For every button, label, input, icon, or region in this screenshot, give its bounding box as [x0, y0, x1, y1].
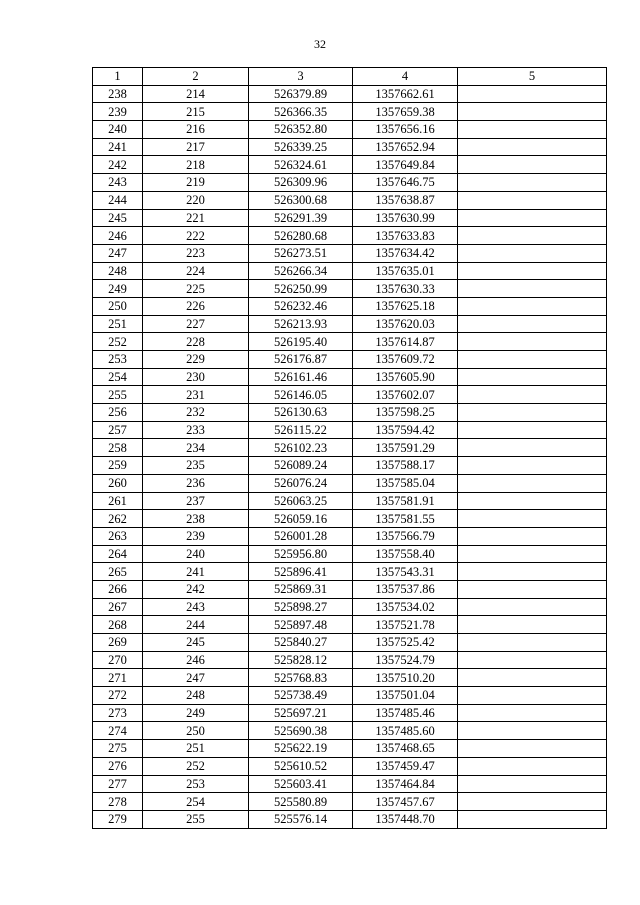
table-cell [458, 174, 607, 192]
table-row [93, 421, 607, 439]
table-cell: 248 [143, 687, 249, 705]
table-cell: 227 [143, 315, 249, 333]
table-cell: 526250.99 [249, 280, 353, 298]
table-row [93, 722, 607, 740]
table-cell: 245 [93, 209, 143, 227]
table-cell: 273 [93, 704, 143, 722]
table-cell [458, 757, 607, 775]
table-cell [458, 492, 607, 510]
table-cell [458, 103, 607, 121]
table-row [93, 103, 607, 121]
table-cell: 1357457.67 [353, 793, 458, 811]
table-cell: 1357633.83 [353, 227, 458, 245]
table-cell: 1357588.17 [353, 457, 458, 475]
table-cell: 239 [93, 103, 143, 121]
table-cell: 1357585.04 [353, 474, 458, 492]
table-cell: 525896.41 [249, 563, 353, 581]
table-cell: 262 [93, 510, 143, 528]
table-cell: 217 [143, 138, 249, 156]
table-cell: 267 [93, 598, 143, 616]
table-row [93, 297, 607, 315]
table-cell: 525580.89 [249, 793, 353, 811]
table-cell: 234 [143, 439, 249, 457]
table-cell: 526161.46 [249, 368, 353, 386]
table-cell: 526130.63 [249, 404, 353, 422]
table-row [93, 775, 607, 793]
table-cell: 526366.35 [249, 103, 353, 121]
table-cell: 526076.24 [249, 474, 353, 492]
table-row [93, 191, 607, 209]
table-row [93, 244, 607, 262]
table-row [93, 492, 607, 510]
table-cell: 525956.80 [249, 545, 353, 563]
table-cell: 253 [143, 775, 249, 793]
table-cell: 275 [93, 740, 143, 758]
table-cell: 526280.68 [249, 227, 353, 245]
table-cell: 221 [143, 209, 249, 227]
table-cell: 1357609.72 [353, 351, 458, 369]
table-cell [458, 545, 607, 563]
table-cell: 229 [143, 351, 249, 369]
table-cell: 251 [143, 740, 249, 758]
table-cell: 526379.89 [249, 85, 353, 103]
table-cell: 526176.87 [249, 351, 353, 369]
table-row [93, 174, 607, 192]
table-cell: 242 [93, 156, 143, 174]
table-cell [458, 368, 607, 386]
table-cell: 1357634.42 [353, 244, 458, 262]
table-cell [458, 439, 607, 457]
table-cell: 1357591.29 [353, 439, 458, 457]
table-row [93, 651, 607, 669]
table-cell: 1357630.33 [353, 280, 458, 298]
table-cell: 525869.31 [249, 580, 353, 598]
table-row [93, 704, 607, 722]
table-cell [458, 634, 607, 652]
table-cell [458, 474, 607, 492]
table-cell: 235 [143, 457, 249, 475]
column-header: 3 [249, 68, 353, 86]
table-cell: 526001.28 [249, 527, 353, 545]
table-cell: 261 [93, 492, 143, 510]
table-row [93, 810, 607, 828]
table-cell: 526352.80 [249, 121, 353, 139]
table-cell: 253 [93, 351, 143, 369]
table-row [93, 209, 607, 227]
table-cell [458, 244, 607, 262]
table-cell: 246 [93, 227, 143, 245]
table-cell: 525622.19 [249, 740, 353, 758]
table-cell: 237 [143, 492, 249, 510]
table-cell: 216 [143, 121, 249, 139]
table-row [93, 227, 607, 245]
table-cell: 526115.22 [249, 421, 353, 439]
page-number: 32 [314, 37, 326, 51]
table-cell: 1357543.31 [353, 563, 458, 581]
table-cell: 241 [143, 563, 249, 581]
table-row [93, 156, 607, 174]
table-cell: 219 [143, 174, 249, 192]
table-cell: 241 [93, 138, 143, 156]
table-row [93, 598, 607, 616]
table-cell: 1357459.47 [353, 757, 458, 775]
table-cell: 255 [93, 386, 143, 404]
table-cell: 240 [93, 121, 143, 139]
table-cell: 247 [143, 669, 249, 687]
table-cell: 271 [93, 669, 143, 687]
table-cell: 236 [143, 474, 249, 492]
table-cell: 259 [93, 457, 143, 475]
table-cell: 1357581.91 [353, 492, 458, 510]
table-cell: 272 [93, 687, 143, 705]
table-cell: 1357510.20 [353, 669, 458, 687]
table-cell: 1357448.70 [353, 810, 458, 828]
table-cell: 1357630.99 [353, 209, 458, 227]
table-row [93, 280, 607, 298]
table-cell: 215 [143, 103, 249, 121]
table-row [93, 457, 607, 475]
table-cell: 263 [93, 527, 143, 545]
column-header: 4 [353, 68, 458, 86]
table-cell: 248 [93, 262, 143, 280]
table-cell: 526146.05 [249, 386, 353, 404]
table-row [93, 368, 607, 386]
table-cell: 1357602.07 [353, 386, 458, 404]
table-row [93, 669, 607, 687]
table-cell: 1357635.01 [353, 262, 458, 280]
table-cell [458, 297, 607, 315]
table-cell: 1357625.18 [353, 297, 458, 315]
table-cell: 1357620.03 [353, 315, 458, 333]
table-cell: 1357581.55 [353, 510, 458, 528]
table-cell: 525840.27 [249, 634, 353, 652]
table-cell: 251 [93, 315, 143, 333]
table-cell: 526273.51 [249, 244, 353, 262]
table-cell: 525768.83 [249, 669, 353, 687]
table-cell: 1357594.42 [353, 421, 458, 439]
table-cell: 220 [143, 191, 249, 209]
table-row [93, 757, 607, 775]
table-cell: 268 [93, 616, 143, 634]
table-cell: 526213.93 [249, 315, 353, 333]
table-row [93, 138, 607, 156]
table-cell: 525576.14 [249, 810, 353, 828]
table-cell [458, 386, 607, 404]
table-cell [458, 262, 607, 280]
table-cell: 244 [143, 616, 249, 634]
table-cell: 240 [143, 545, 249, 563]
table-cell: 260 [93, 474, 143, 492]
table-cell: 525610.52 [249, 757, 353, 775]
table-header-row [93, 68, 607, 86]
table-cell: 276 [93, 757, 143, 775]
table-cell: 224 [143, 262, 249, 280]
table-cell: 243 [143, 598, 249, 616]
table-cell: 526102.23 [249, 439, 353, 457]
table-cell [458, 156, 607, 174]
table-cell [458, 740, 607, 758]
table-row [93, 527, 607, 545]
table-row [93, 333, 607, 351]
table-cell: 1357558.40 [353, 545, 458, 563]
table-cell: 222 [143, 227, 249, 245]
table-cell: 526089.24 [249, 457, 353, 475]
table-cell [458, 457, 607, 475]
table-cell [458, 598, 607, 616]
table-cell: 525697.21 [249, 704, 353, 722]
table-cell [458, 775, 607, 793]
table-row [93, 474, 607, 492]
table-cell [458, 315, 607, 333]
table-cell: 226 [143, 297, 249, 315]
table-cell: 249 [143, 704, 249, 722]
table-row [93, 563, 607, 581]
table-cell: 1357537.86 [353, 580, 458, 598]
table-cell: 254 [93, 368, 143, 386]
table-cell: 1357485.46 [353, 704, 458, 722]
table-cell: 278 [93, 793, 143, 811]
table-cell [458, 351, 607, 369]
table-cell [458, 687, 607, 705]
table-cell: 1357524.79 [353, 651, 458, 669]
table-row [93, 85, 607, 103]
table-body [93, 85, 607, 828]
table-cell: 265 [93, 563, 143, 581]
table-cell: 526324.61 [249, 156, 353, 174]
table-cell: 526266.34 [249, 262, 353, 280]
table-cell: 223 [143, 244, 249, 262]
table-cell [458, 616, 607, 634]
table-cell [458, 810, 607, 828]
table-cell: 245 [143, 634, 249, 652]
table-cell: 526300.68 [249, 191, 353, 209]
table-cell [458, 121, 607, 139]
table-cell: 525898.27 [249, 598, 353, 616]
column-header: 2 [143, 68, 249, 86]
table-cell: 242 [143, 580, 249, 598]
table-cell: 1357605.90 [353, 368, 458, 386]
table-cell: 526339.25 [249, 138, 353, 156]
table-cell: 526309.96 [249, 174, 353, 192]
table-cell: 1357501.04 [353, 687, 458, 705]
table-row [93, 262, 607, 280]
table-cell [458, 580, 607, 598]
table-cell [458, 209, 607, 227]
table-cell: 274 [93, 722, 143, 740]
table-cell: 526232.46 [249, 297, 353, 315]
table-row [93, 510, 607, 528]
table-cell: 525828.12 [249, 651, 353, 669]
table-row [93, 793, 607, 811]
table-cell: 249 [93, 280, 143, 298]
table-cell [458, 669, 607, 687]
table-cell: 525738.49 [249, 687, 353, 705]
table-cell: 1357464.84 [353, 775, 458, 793]
table-cell [458, 510, 607, 528]
table-cell: 279 [93, 810, 143, 828]
table-cell: 232 [143, 404, 249, 422]
table-cell: 255 [143, 810, 249, 828]
table-cell: 1357614.87 [353, 333, 458, 351]
table-cell: 230 [143, 368, 249, 386]
table-cell: 250 [143, 722, 249, 740]
column-header: 5 [458, 68, 607, 86]
table-cell: 1357656.16 [353, 121, 458, 139]
table-cell [458, 404, 607, 422]
table-cell [458, 280, 607, 298]
table-row [93, 634, 607, 652]
table-cell: 525690.38 [249, 722, 353, 740]
column-header: 1 [93, 68, 143, 86]
table-cell: 270 [93, 651, 143, 669]
table-row [93, 545, 607, 563]
table-cell: 1357534.02 [353, 598, 458, 616]
table-cell: 1357521.78 [353, 616, 458, 634]
table-cell: 1357638.87 [353, 191, 458, 209]
table-cell: 269 [93, 634, 143, 652]
table-cell: 264 [93, 545, 143, 563]
table-cell: 218 [143, 156, 249, 174]
table-cell: 214 [143, 85, 249, 103]
table-cell: 252 [143, 757, 249, 775]
table-cell [458, 85, 607, 103]
table-row [93, 580, 607, 598]
coordinates-table [92, 67, 607, 829]
table-cell: 244 [93, 191, 143, 209]
table-cell: 258 [93, 439, 143, 457]
table-cell: 526195.40 [249, 333, 353, 351]
table-cell: 250 [93, 297, 143, 315]
table-cell: 243 [93, 174, 143, 192]
table-row [93, 386, 607, 404]
table-cell: 256 [93, 404, 143, 422]
table-cell: 225 [143, 280, 249, 298]
table-row [93, 315, 607, 333]
table-cell: 1357662.61 [353, 85, 458, 103]
table-cell: 1357659.38 [353, 103, 458, 121]
table-row [93, 351, 607, 369]
table-cell [458, 563, 607, 581]
table-cell: 266 [93, 580, 143, 598]
table-cell: 257 [93, 421, 143, 439]
table-cell: 1357566.79 [353, 527, 458, 545]
table-cell [458, 333, 607, 351]
table-cell: 1357485.60 [353, 722, 458, 740]
table-cell [458, 191, 607, 209]
table-cell: 1357525.42 [353, 634, 458, 652]
table-cell: 1357468.65 [353, 740, 458, 758]
table-cell [458, 227, 607, 245]
table-cell: 252 [93, 333, 143, 351]
table-cell [458, 793, 607, 811]
table-cell: 231 [143, 386, 249, 404]
table-cell: 246 [143, 651, 249, 669]
table-row [93, 439, 607, 457]
table-cell: 239 [143, 527, 249, 545]
table-row [93, 687, 607, 705]
table-cell [458, 138, 607, 156]
table-cell [458, 704, 607, 722]
table-cell: 254 [143, 793, 249, 811]
table-cell: 228 [143, 333, 249, 351]
table-cell [458, 421, 607, 439]
table-row [93, 121, 607, 139]
table-cell: 526063.25 [249, 492, 353, 510]
table-row [93, 404, 607, 422]
table-cell: 1357652.94 [353, 138, 458, 156]
table-cell [458, 651, 607, 669]
table-cell: 525897.48 [249, 616, 353, 634]
table-cell: 238 [93, 85, 143, 103]
table-cell: 525603.41 [249, 775, 353, 793]
table-cell: 1357598.25 [353, 404, 458, 422]
table-cell: 277 [93, 775, 143, 793]
table-cell: 247 [93, 244, 143, 262]
table-cell: 238 [143, 510, 249, 528]
table-cell: 1357646.75 [353, 174, 458, 192]
table-cell: 526059.16 [249, 510, 353, 528]
table-cell [458, 527, 607, 545]
table-cell: 1357649.84 [353, 156, 458, 174]
table-cell: 233 [143, 421, 249, 439]
table-cell: 526291.39 [249, 209, 353, 227]
table-cell [458, 722, 607, 740]
table-row [93, 740, 607, 758]
table-row [93, 616, 607, 634]
